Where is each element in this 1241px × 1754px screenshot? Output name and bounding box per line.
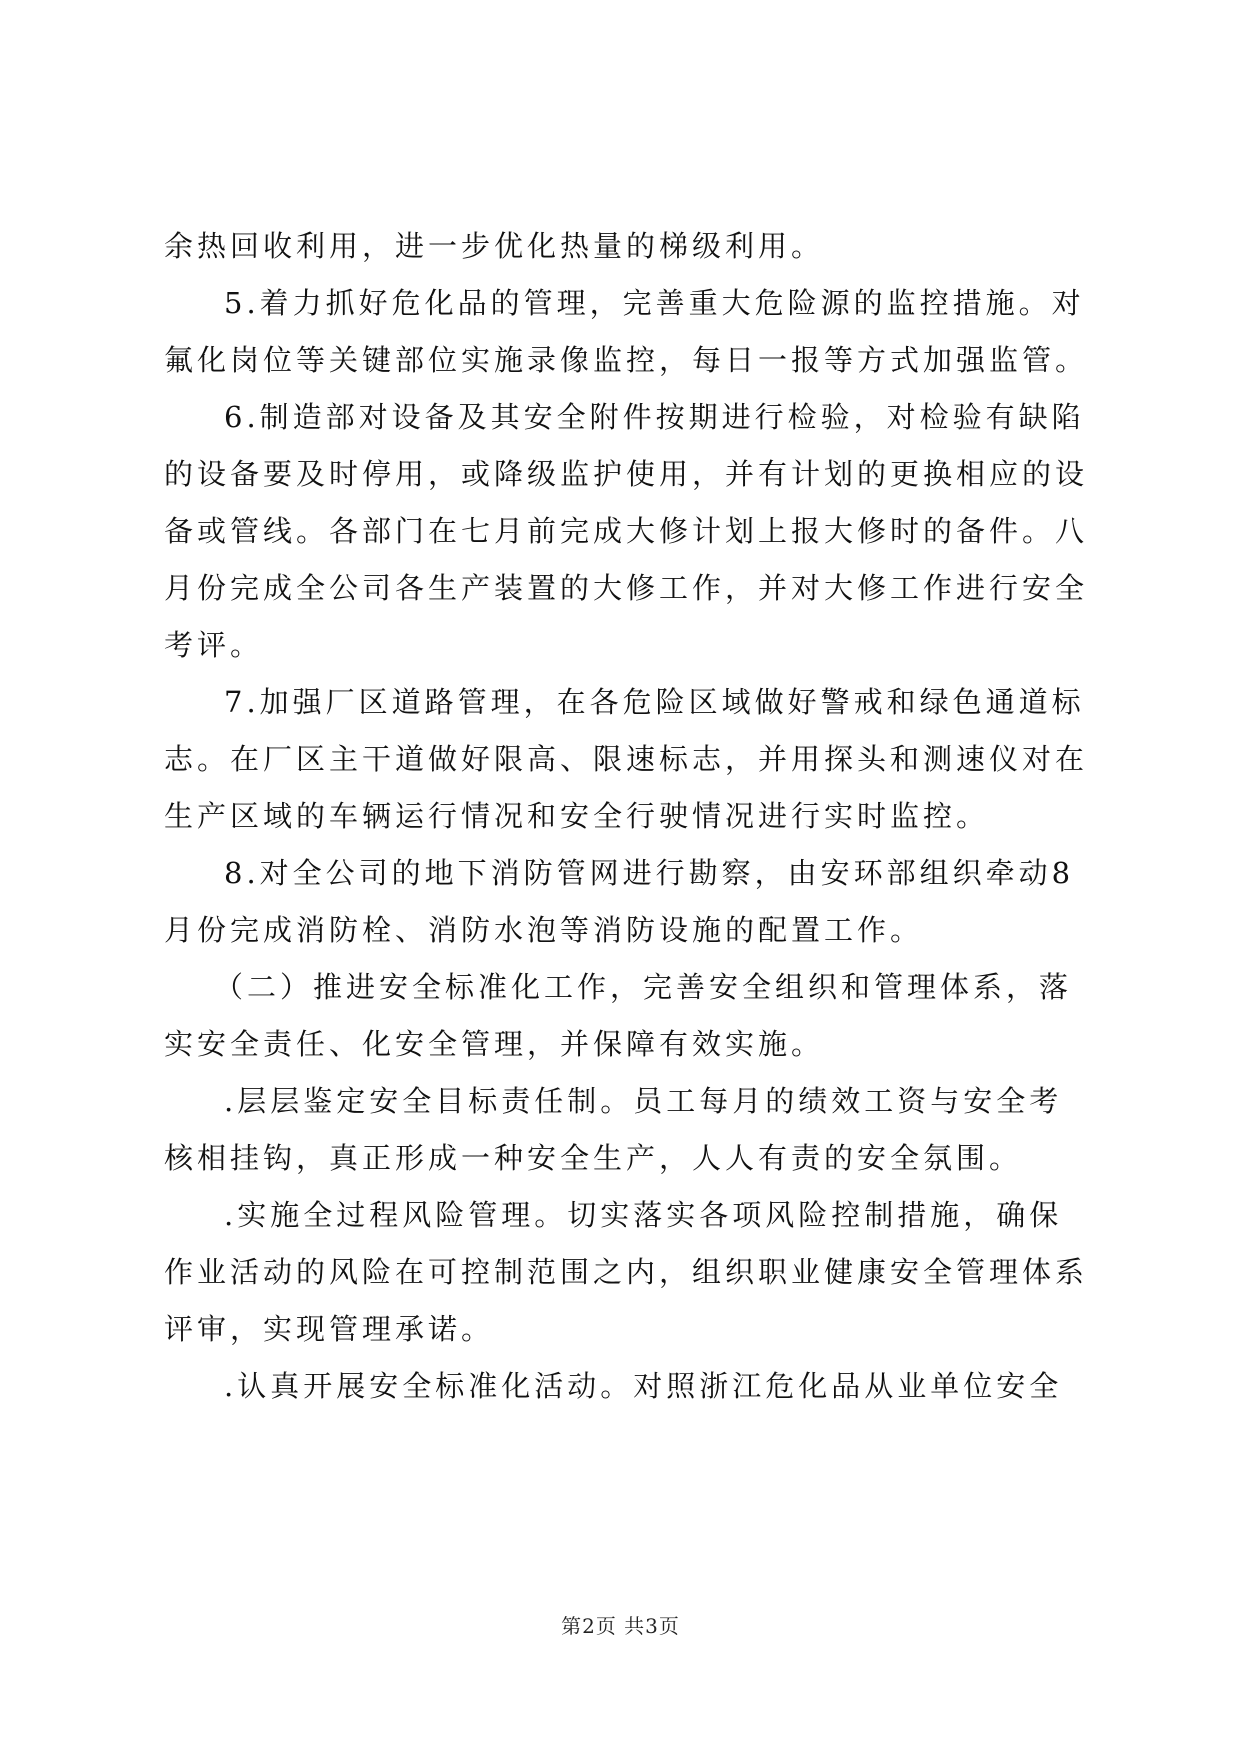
text-line: （二）推进安全标准化工作，完善安全组织和管理体系，落 (214, 970, 1073, 1004)
text-line: 核相挂钩，真正形成一种安全生产，人人有责的安全氛围。 (164, 1141, 1023, 1175)
text-line: 志。在厂区主干道做好限高、限速标志，并用探头和测速仪对在 (164, 742, 1089, 776)
text-line: 实安全责任、化安全管理，并保障有效实施。 (164, 1027, 825, 1061)
text-line: 的设备要及时停用，或降级监护使用，并有计划的更换相应的设 (164, 457, 1089, 491)
text-line: 余热回收利用，进一步优化热量的梯级利用。 (164, 229, 825, 263)
text-line: .实施全过程风险管理。切实落实各项风险控制措施，确保 (224, 1198, 1063, 1232)
text-line: 备或管线。各部门在七月前完成大修计划上报大修时的备件。八 (164, 514, 1089, 548)
text-line: 月份完成全公司各生产装置的大修工作，并对大修工作进行安全 (164, 571, 1089, 605)
text-line: 5.着力抓好危化品的管理，完善重大危险源的监控措施。对 (224, 286, 1085, 320)
page-number-footer: 第2页 共3页 (561, 1614, 680, 1638)
text-line: 评审，实现管理承诺。 (164, 1312, 495, 1346)
text-line: 生产区域的车辆运行情况和安全行驶情况进行实时监控。 (164, 799, 990, 833)
text-line: 考评。 (164, 628, 264, 662)
text-line: .认真开展安全标准化活动。对照浙江危化品从业单位安全 (224, 1369, 1063, 1403)
text-line: 8.对全公司的地下消防管网进行勘察，由安环部组织牵动8 (224, 856, 1075, 890)
text-line: 作业活动的风险在可控制范围之内，组织职业健康安全管理体系 (164, 1255, 1089, 1289)
text-line: 氟化岗位等关键部位实施录像监控，每日一报等方式加强监管。 (164, 343, 1089, 377)
text-line: 6.制造部对设备及其安全附件按期进行检验，对检验有缺陷 (224, 400, 1085, 434)
text-line: 月份完成消防栓、消防水泡等消防设施的配置工作。 (164, 913, 924, 947)
text-line: 7.加强厂区道路管理，在各危险区域做好警戒和绿色通道标 (224, 685, 1085, 719)
text-line: .层层鉴定安全目标责任制。员工每月的绩效工资与安全考 (224, 1084, 1063, 1118)
